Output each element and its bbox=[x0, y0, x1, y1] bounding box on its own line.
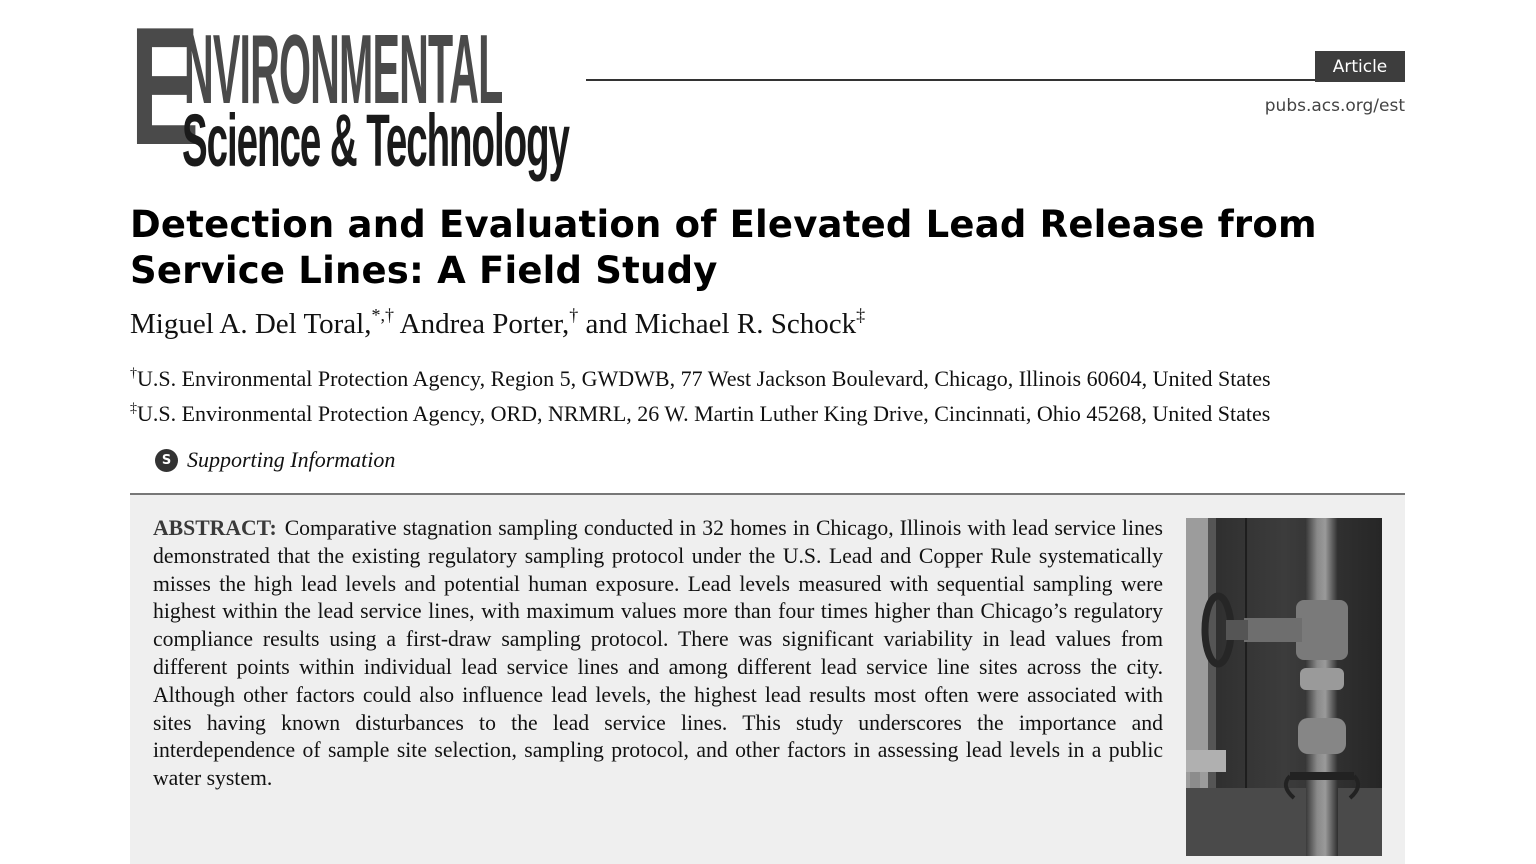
logo-big-e: E bbox=[130, 0, 200, 180]
affiliation bbox=[130, 401, 1270, 427]
logo-line-environmental: NVIRONMENTAL bbox=[184, 14, 503, 124]
paper-title: Detection and Evaluation of Elevated Lead Release from Service Lines: A Field Study bbox=[130, 203, 1317, 292]
affiliation-text: U.S. Environmental Protection Agency, Region 5, GWDWB, 77 West Jackson Boulevard, Chicago, Illinois 60604, United States bbox=[137, 366, 1271, 391]
supporting-info-icon: S bbox=[155, 449, 178, 472]
article-type-badge: Article bbox=[1315, 51, 1405, 82]
header-rule bbox=[586, 79, 1316, 81]
author-marks: *,† bbox=[371, 305, 394, 325]
abstract-heading: ABSTRACT: bbox=[153, 516, 277, 540]
affiliation-mark: † bbox=[130, 366, 137, 381]
author-name[interactable]: Miguel A. Del Toral, bbox=[130, 308, 372, 340]
abstract-body: Comparative stagnation sampling conducted in 32 homes in Chicago, Illinois with lead service lines demonstrated that the existing regulatory sampling protocol under the U.S. Lead and Copper Rule systematically misses the high lead levels and potential human exposure. Lead levels measured with sequential sampling were highest within the lead service lines, with maximum values more than four times higher than Chicago’s regulatory compliance results using a first-draw sampling protocol. There was significant variability in lead values from different points within individual lead service lines and among different lead service line sites across the city. Although other factors could also influence lead levels, the highest lead results most often were associated with sites having known disturbances to the lead service lines. This study underscores the importance and interdependence of sample site selection, sampling protocol, and other factors in assessing lead levels in a public water system. bbox=[153, 516, 1163, 791]
supporting-info-label[interactable]: Supporting Information bbox=[187, 447, 396, 472]
affiliation bbox=[130, 366, 1271, 392]
journal-logo bbox=[130, 0, 570, 182]
author-name[interactable]: and Michael R. Schock bbox=[585, 308, 857, 340]
affiliation-text: U.S. Environmental Protection Agency, ORD, NRMRL, 26 W. Martin Luther King Drive, Cincinnati, Ohio 45268, United States bbox=[137, 401, 1271, 426]
journal-url-link[interactable]: pubs.acs.org/est bbox=[1264, 96, 1405, 116]
author-marks: ‡ bbox=[856, 305, 866, 325]
supporting-information-link[interactable] bbox=[155, 447, 395, 473]
abstract-graphic-pipe-photo bbox=[1186, 518, 1382, 856]
author-name[interactable]: Andrea Porter, bbox=[399, 308, 570, 340]
affiliation-mark: ‡ bbox=[130, 401, 137, 416]
author-marks: † bbox=[569, 305, 579, 325]
abstract-paragraph bbox=[153, 515, 1163, 793]
author-list bbox=[130, 305, 866, 341]
logo-line-science-technology: Science & Technology bbox=[182, 99, 569, 182]
